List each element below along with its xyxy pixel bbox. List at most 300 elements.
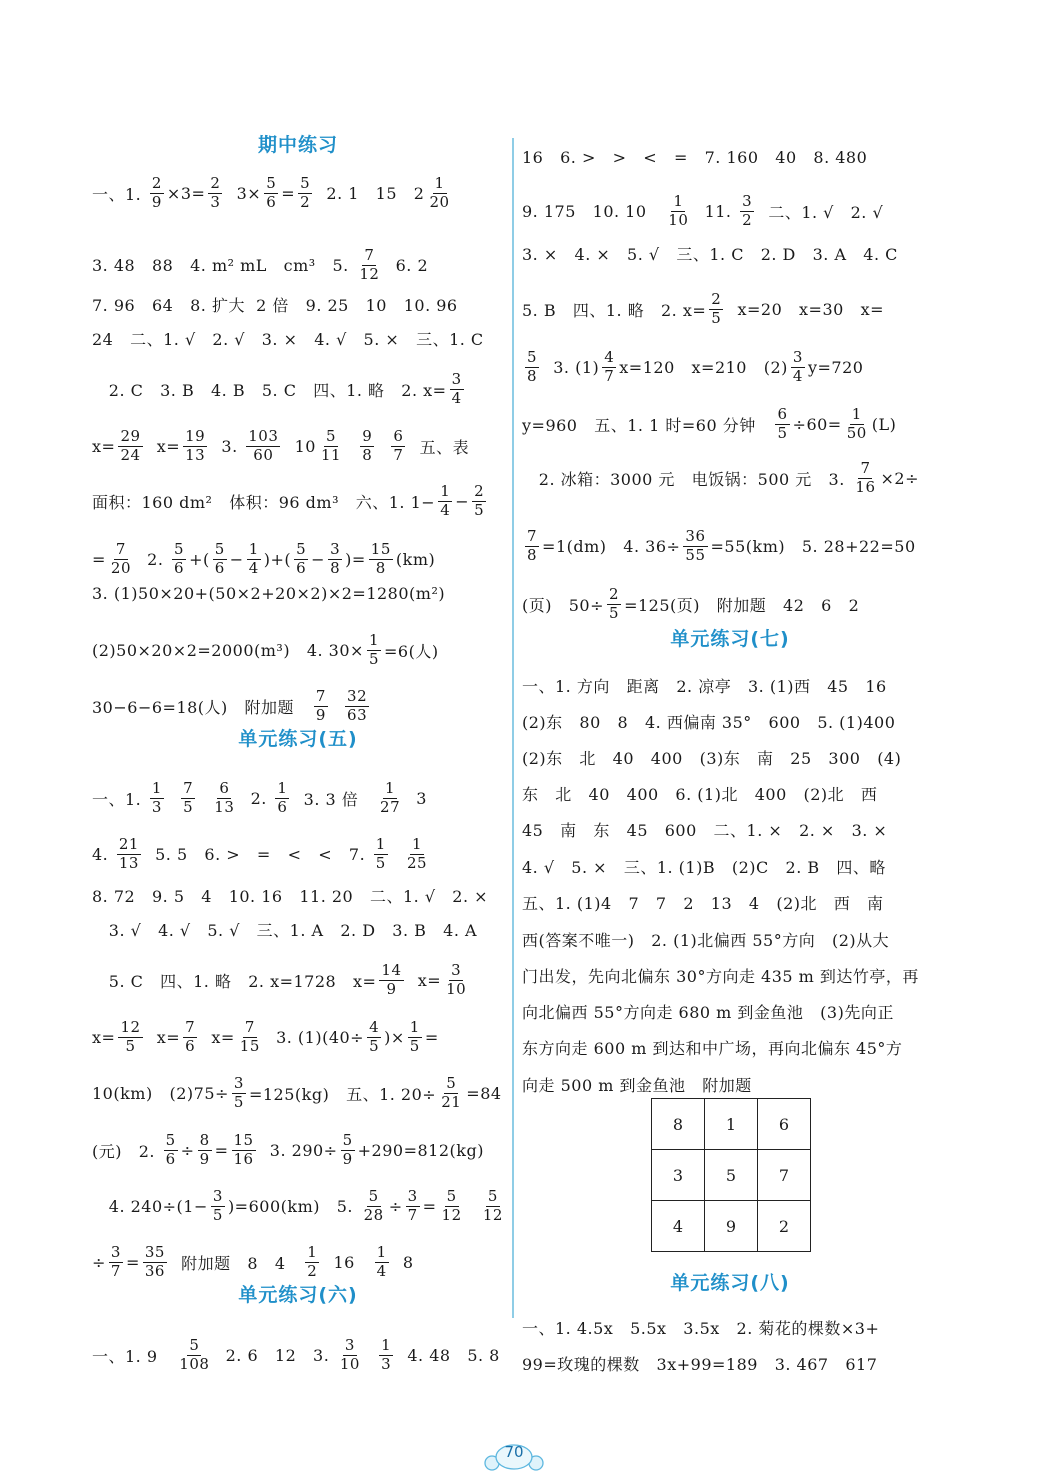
fraction-denominator: 8 bbox=[527, 545, 538, 564]
fraction-denominator: 2 bbox=[742, 210, 753, 229]
fraction-numerator: 5 bbox=[189, 1336, 200, 1354]
text-segment: 西(答案不唯一) 2. (1)北偏西 55°方向 (2)从大 bbox=[522, 931, 890, 950]
text-segment: 30−6−6=18(人) 附加题 bbox=[92, 697, 311, 717]
text-segment: 3. (1)(40÷ bbox=[264, 1027, 365, 1047]
magic-square-table bbox=[651, 1098, 811, 1252]
text-segment: (2)东 北 40 400 (3)东 南 25 300 (4) bbox=[522, 749, 902, 768]
text-segment: 3. 48 88 4. m² mL cm³ 5. bbox=[92, 255, 355, 275]
fraction-denominator: 12 bbox=[482, 1205, 503, 1224]
fraction-numerator: 6 bbox=[393, 427, 404, 445]
fraction-denominator: 60 bbox=[253, 445, 274, 464]
fraction bbox=[666, 194, 690, 229]
fraction bbox=[341, 1133, 355, 1168]
magic-square-cell: 3 bbox=[652, 1150, 705, 1201]
answer-line bbox=[522, 350, 938, 385]
text-segment: 3. bbox=[210, 436, 244, 456]
fraction-numerator: 15 bbox=[233, 1131, 254, 1149]
answer-line bbox=[522, 855, 938, 878]
fraction-denominator: 10 bbox=[339, 1354, 360, 1373]
fraction-numerator: 1 bbox=[385, 779, 396, 797]
fraction bbox=[791, 350, 805, 385]
fraction-numerator: 1 bbox=[673, 192, 684, 210]
text-segment: )=600(km) 5. bbox=[227, 1196, 359, 1216]
answer-line bbox=[92, 884, 504, 907]
text-segment: 3. (1) bbox=[542, 357, 600, 377]
fraction bbox=[109, 542, 133, 577]
fraction-denominator: 6 bbox=[214, 558, 225, 577]
text-segment: − bbox=[311, 549, 326, 569]
fraction-denominator: 5 bbox=[777, 423, 788, 442]
fraction-numerator: 5 bbox=[527, 348, 538, 366]
text-segment: (2)东 80 8 4. 西偏南 35° 600 5. (1)400 bbox=[522, 713, 896, 732]
fraction bbox=[845, 407, 869, 442]
answer-line bbox=[522, 891, 938, 914]
text-segment: 5. C 四、1. 略 2. x=1728 x= bbox=[92, 971, 377, 991]
fraction-denominator: 4 bbox=[451, 388, 462, 407]
fraction-numerator: 2 bbox=[711, 290, 722, 308]
fraction-numerator: 19 bbox=[185, 427, 206, 445]
text-segment bbox=[377, 437, 388, 456]
fraction-numerator: 5 bbox=[368, 1187, 379, 1205]
text-segment: 2. bbox=[136, 549, 170, 569]
answer-line bbox=[522, 928, 938, 951]
fraction-denominator: 16 bbox=[855, 477, 876, 496]
fraction-numerator: 9 bbox=[362, 427, 373, 445]
fraction-denominator: 15 bbox=[239, 1036, 260, 1055]
fraction-numerator: 5 bbox=[300, 174, 311, 192]
fraction bbox=[709, 292, 723, 327]
fraction bbox=[150, 176, 164, 211]
fraction-denominator: 3 bbox=[151, 797, 162, 816]
text-segment: 16 bbox=[322, 1252, 372, 1272]
fraction-denominator: 12 bbox=[359, 264, 380, 283]
magic-square-cell: 1 bbox=[705, 1099, 758, 1150]
answer-line bbox=[92, 633, 504, 668]
fraction bbox=[775, 407, 789, 442]
fraction-numerator: 1 bbox=[307, 1243, 318, 1261]
table-row bbox=[652, 1150, 811, 1201]
text-segment: 2. bbox=[239, 788, 273, 808]
answer-line bbox=[92, 918, 504, 941]
text-segment: 一、1. bbox=[92, 789, 147, 809]
text-segment: 一、1. 9 bbox=[92, 1346, 175, 1366]
fraction bbox=[211, 1189, 225, 1224]
answer-line bbox=[92, 584, 504, 603]
fraction-denominator: 4 bbox=[792, 366, 803, 385]
answer-line bbox=[92, 176, 504, 211]
text-segment: 4. 48 5. 8 bbox=[396, 1345, 500, 1365]
fraction bbox=[375, 1245, 389, 1280]
fraction bbox=[683, 529, 707, 564]
text-segment bbox=[346, 437, 357, 456]
fraction-numerator: 2 bbox=[151, 174, 162, 192]
text-segment: x=120 x=210 (2) bbox=[619, 357, 788, 377]
fraction-denominator: 10 bbox=[668, 210, 689, 229]
fraction-numerator: 1 bbox=[277, 779, 288, 797]
fraction bbox=[298, 176, 312, 211]
fraction bbox=[481, 1189, 505, 1224]
text-segment: 面积：160 dm² 体积：96 dm³ 六、1. 1− bbox=[92, 492, 436, 512]
fraction-numerator: 29 bbox=[120, 427, 141, 445]
fraction-numerator: 7 bbox=[115, 540, 126, 558]
answer-line bbox=[522, 1316, 938, 1339]
section-heading: 单元练习(七) bbox=[670, 628, 790, 650]
fraction bbox=[264, 176, 278, 211]
fraction-numerator: 4 bbox=[369, 1018, 380, 1036]
text-segment: 5. 5 6. > = < < 7. bbox=[143, 844, 371, 864]
text-segment bbox=[167, 789, 178, 808]
fraction bbox=[853, 461, 877, 496]
answer-line bbox=[92, 1133, 504, 1168]
fraction-denominator: 20 bbox=[110, 558, 131, 577]
fraction bbox=[172, 542, 186, 577]
fraction bbox=[525, 350, 539, 385]
answer-line bbox=[522, 964, 938, 987]
fraction bbox=[181, 781, 195, 816]
fraction-numerator: 7 bbox=[315, 687, 326, 705]
fraction bbox=[444, 963, 468, 998]
text-segment: x=20 x=30 x= bbox=[726, 299, 885, 319]
fraction-denominator: 7 bbox=[604, 366, 615, 385]
fraction-numerator: 2 bbox=[474, 482, 485, 500]
fraction bbox=[438, 484, 452, 519]
answer-line bbox=[92, 1189, 504, 1224]
text-segment: 2. C 3. B 4. B 5. C 四、1. 略 2. x= bbox=[92, 380, 447, 400]
text-segment: 8. 72 9. 5 4 10. 16 11. 20 二、1. √ 2. × bbox=[92, 887, 489, 906]
answer-line bbox=[92, 837, 504, 872]
fraction-numerator: 5 bbox=[446, 1074, 457, 1092]
fraction-denominator: 12 bbox=[441, 1205, 462, 1224]
fraction-denominator: 28 bbox=[363, 1205, 384, 1224]
fraction bbox=[275, 781, 289, 816]
text-segment: 附加题 8 4 bbox=[169, 1253, 303, 1273]
fraction-numerator: 12 bbox=[120, 1018, 141, 1036]
fraction-denominator: 5 bbox=[409, 1036, 420, 1055]
fraction bbox=[362, 1189, 386, 1224]
fraction bbox=[374, 837, 388, 872]
fraction bbox=[246, 429, 280, 464]
magic-square-cell: 7 bbox=[758, 1150, 811, 1201]
answer-line bbox=[92, 1338, 504, 1373]
fraction-denominator: 5 bbox=[233, 1092, 244, 1111]
answer-line bbox=[522, 1036, 938, 1059]
fraction-numerator: 2 bbox=[609, 585, 620, 603]
fraction bbox=[109, 1245, 123, 1280]
text-segment: − bbox=[229, 549, 244, 569]
fraction-denominator: 21 bbox=[441, 1092, 462, 1111]
text-segment bbox=[391, 845, 402, 864]
text-segment: ÷ bbox=[92, 1252, 106, 1272]
text-segment: = bbox=[281, 183, 296, 203]
text-segment: 一、1. bbox=[92, 184, 147, 204]
fraction-denominator: 5 bbox=[368, 649, 379, 668]
fraction bbox=[740, 194, 754, 229]
text-segment bbox=[331, 697, 342, 716]
answer-line bbox=[522, 710, 938, 733]
fraction bbox=[360, 429, 374, 464]
text-segment: 45 南 东 45 600 二、1. × 2. × 3. × bbox=[522, 821, 888, 840]
fraction bbox=[183, 429, 207, 464]
fraction-denominator: 24 bbox=[120, 445, 141, 464]
fraction bbox=[164, 1133, 178, 1168]
text-segment: (km) bbox=[395, 549, 436, 569]
fraction bbox=[117, 837, 141, 872]
fraction bbox=[367, 633, 381, 668]
answer-line bbox=[92, 1076, 504, 1111]
fraction-numerator: 7 bbox=[244, 1018, 255, 1036]
text-segment: x= bbox=[92, 1027, 116, 1047]
answer-line bbox=[92, 429, 504, 464]
fraction-denominator: 8 bbox=[330, 558, 341, 577]
fraction-denominator: 6 bbox=[185, 1036, 196, 1055]
answer-line bbox=[522, 818, 938, 841]
magic-square-cell: 6 bbox=[758, 1099, 811, 1150]
table-row bbox=[652, 1201, 811, 1252]
text-segment: x= bbox=[145, 1027, 181, 1047]
magic-square-cell: 5 bbox=[705, 1150, 758, 1201]
text-segment: 3× bbox=[225, 183, 262, 203]
fraction-numerator: 4 bbox=[604, 348, 615, 366]
fraction-numerator: 14 bbox=[381, 961, 402, 979]
fraction bbox=[406, 1189, 420, 1224]
fraction-numerator: 36 bbox=[685, 527, 706, 545]
text-segment: 2. 6 12 3. bbox=[214, 1345, 335, 1365]
text-segment: 东方向走 600 m 到达和中广场，再向北偏东 45°方 bbox=[522, 1039, 903, 1058]
fraction-denominator: 13 bbox=[214, 797, 235, 816]
fraction-denominator: 5 bbox=[125, 1036, 136, 1055]
text-segment: 10(km) (2)75÷ bbox=[92, 1083, 229, 1103]
fraction-denominator: 5 bbox=[711, 308, 722, 327]
magic-square-cell: 8 bbox=[652, 1099, 705, 1150]
text-segment: ÷ bbox=[180, 1140, 195, 1160]
fraction-numerator: 1 bbox=[381, 1336, 392, 1354]
text-segment bbox=[467, 1197, 478, 1216]
text-segment: )= bbox=[345, 549, 366, 569]
fraction-numerator: 6 bbox=[219, 779, 230, 797]
fraction-numerator: 1 bbox=[440, 482, 451, 500]
fraction bbox=[328, 542, 342, 577]
fraction-denominator: 108 bbox=[179, 1354, 210, 1373]
fraction-denominator: 5 bbox=[369, 1036, 380, 1055]
fraction-numerator: 32 bbox=[347, 687, 368, 705]
fraction bbox=[183, 1020, 197, 1055]
fraction-denominator: 4 bbox=[248, 558, 259, 577]
fraction-numerator: 2 bbox=[210, 174, 221, 192]
fraction-denominator: 9 bbox=[386, 979, 397, 998]
fraction bbox=[379, 1338, 393, 1373]
answer-line bbox=[522, 148, 938, 167]
fraction-numerator: 35 bbox=[144, 1243, 165, 1261]
text-segment: x= bbox=[145, 436, 181, 456]
fraction-denominator: 9 bbox=[315, 705, 326, 724]
text-segment: 一、1. 方向 距离 2. 凉亭 3. (1)西 45 16 bbox=[522, 677, 887, 696]
text-segment: =55(km) 5. 28+22=50 bbox=[710, 536, 916, 556]
text-segment: 3. √ 4. √ 5. √ 三、1. A 2. D 3. B 4. A bbox=[92, 921, 478, 940]
fraction bbox=[367, 1020, 381, 1055]
answer-line bbox=[522, 1000, 938, 1023]
fraction-numerator: 5 bbox=[325, 427, 336, 445]
text-segment: = bbox=[422, 1196, 437, 1216]
fraction bbox=[405, 837, 429, 872]
fraction-numerator: 5 bbox=[174, 540, 185, 558]
fraction bbox=[369, 542, 393, 577]
text-segment: 7. 96 64 8. 扩大 2 倍 9. 25 10 10. 96 bbox=[92, 296, 458, 315]
fraction-denominator: 7 bbox=[407, 1205, 418, 1224]
fraction bbox=[440, 1189, 464, 1224]
fraction-numerator: 7 bbox=[185, 1018, 196, 1036]
fraction-denominator: 5 bbox=[212, 1205, 223, 1224]
fraction-numerator: 3 bbox=[233, 1074, 244, 1092]
fraction-denominator: 6 bbox=[174, 558, 185, 577]
answer-line bbox=[92, 484, 504, 519]
text-segment: = bbox=[424, 1027, 439, 1047]
text-segment: =125(页) 附加题 42 6 2 bbox=[624, 595, 860, 615]
text-segment: 24 二、1. √ 2. √ 3. × 4. √ 5. × 三、1. C bbox=[92, 330, 484, 349]
text-segment: x= bbox=[200, 1027, 235, 1047]
text-segment: =1(dm) 4. 36÷ bbox=[542, 536, 681, 556]
fraction-denominator: 3 bbox=[381, 1354, 392, 1373]
text-segment: ×2÷ bbox=[880, 468, 920, 488]
magic-square-cell: 2 bbox=[758, 1201, 811, 1252]
text-segment: =84 bbox=[466, 1083, 502, 1103]
answer-line bbox=[92, 1020, 504, 1055]
fraction-denominator: 5 bbox=[183, 797, 194, 816]
fraction-denominator: 9 bbox=[199, 1149, 210, 1168]
fraction bbox=[118, 429, 142, 464]
text-segment: y=960 五、1. 1 时=60 分钟 bbox=[522, 415, 773, 435]
fraction-denominator: 63 bbox=[347, 705, 368, 724]
magic-square-cell: 4 bbox=[652, 1201, 705, 1252]
answer-line bbox=[522, 461, 938, 496]
answer-line bbox=[522, 782, 938, 805]
fraction-denominator: 8 bbox=[375, 558, 386, 577]
fraction bbox=[232, 1076, 246, 1111]
fraction bbox=[427, 176, 451, 211]
text-segment: 3. 290÷ bbox=[258, 1140, 338, 1160]
fraction-denominator: 25 bbox=[407, 853, 428, 872]
fraction-numerator: 3 bbox=[212, 1187, 223, 1205]
text-segment: 10 bbox=[283, 436, 316, 456]
fraction-numerator: 3 bbox=[110, 1243, 121, 1261]
text-segment: ÷60= bbox=[792, 414, 842, 434]
text-segment: 五、1. (1)4 7 7 2 13 4 (2)北 西 南 bbox=[522, 894, 884, 913]
text-segment: = bbox=[92, 549, 106, 569]
fraction-denominator: 4 bbox=[440, 500, 451, 519]
answer-line bbox=[92, 963, 504, 998]
fraction-denominator: 27 bbox=[380, 797, 401, 816]
fraction-denominator: 13 bbox=[118, 853, 139, 872]
text-segment: ÷ bbox=[388, 1196, 403, 1216]
text-segment: 一、1. 4.5x 5.5x 3.5x 2. 菊花的棵数×3+ bbox=[522, 1319, 880, 1338]
text-segment: +( bbox=[189, 549, 210, 569]
fraction-numerator: 1 bbox=[851, 405, 862, 423]
text-segment: (2)50×20×2=2000(m³) 4. 30× bbox=[92, 640, 364, 660]
fraction-numerator: 7 bbox=[527, 527, 538, 545]
answer-line bbox=[522, 1073, 938, 1096]
text-segment: 3. (1)50×20+(50×2+20×2)×2=1280(m²) bbox=[92, 584, 446, 603]
fraction-numerator: 6 bbox=[777, 405, 788, 423]
fraction-denominator: 2 bbox=[307, 1261, 318, 1280]
fraction-denominator: 7 bbox=[110, 1261, 121, 1280]
fraction-numerator: 1 bbox=[248, 540, 259, 558]
fraction bbox=[319, 429, 343, 464]
section-heading: 单元练习(八) bbox=[670, 1272, 790, 1294]
fraction-denominator: 5 bbox=[474, 500, 485, 519]
fraction bbox=[143, 1245, 167, 1280]
fraction bbox=[607, 587, 621, 622]
fraction-numerator: 1 bbox=[151, 779, 162, 797]
text-segment: 9. 175 10. 10 bbox=[522, 201, 664, 221]
answer-line bbox=[522, 242, 938, 265]
text-segment: 2. 冰箱：3000 元 电饭锅：500 元 3. bbox=[522, 469, 851, 489]
fraction-denominator: 36 bbox=[144, 1261, 165, 1280]
table-row bbox=[652, 1099, 811, 1150]
text-segment: )+( bbox=[263, 549, 292, 569]
text-segment: = bbox=[214, 1140, 229, 1160]
text-segment: (L) bbox=[871, 414, 897, 434]
fraction-denominator: 6 bbox=[296, 558, 307, 577]
fraction bbox=[338, 1338, 362, 1373]
fraction bbox=[525, 529, 539, 564]
fraction bbox=[391, 429, 405, 464]
text-segment: 3 bbox=[405, 788, 427, 808]
fraction bbox=[177, 1338, 211, 1373]
text-segment: 东 北 40 400 6. (1)北 400 (2)北 西 bbox=[522, 785, 878, 804]
fraction bbox=[150, 781, 164, 816]
fraction-denominator: 5 bbox=[609, 603, 620, 622]
fraction-denominator: 5 bbox=[375, 853, 386, 872]
page-number-badge bbox=[484, 1444, 544, 1474]
text-segment: +290=812(kg) bbox=[357, 1140, 484, 1160]
text-segment: 4. 240÷(1− bbox=[92, 1196, 208, 1216]
fraction bbox=[472, 484, 486, 519]
fraction-numerator: 1 bbox=[409, 1018, 420, 1036]
answer-line bbox=[92, 542, 504, 577]
text-segment: 4. bbox=[92, 844, 114, 864]
fraction-denominator: 6 bbox=[165, 1149, 176, 1168]
fraction-numerator: 5 bbox=[165, 1131, 176, 1149]
text-segment: 5. B 四、1. 略 2. x= bbox=[522, 300, 707, 320]
fraction-numerator: 21 bbox=[118, 835, 139, 853]
answer-line bbox=[92, 293, 504, 316]
fraction-numerator: 5 bbox=[342, 1131, 353, 1149]
text-segment: =6(人) bbox=[384, 641, 439, 661]
fraction-numerator: 3 bbox=[330, 540, 341, 558]
text-segment: 向北偏西 55°方向走 680 m 到金鱼池 (3)先向正 bbox=[522, 1003, 894, 1022]
fraction-numerator: 3 bbox=[742, 192, 753, 210]
fraction-denominator: 3 bbox=[210, 192, 221, 211]
fraction-numerator: 1 bbox=[376, 1243, 387, 1261]
text-segment: 向走 500 m 到金鱼池 附加题 bbox=[522, 1076, 752, 1095]
text-segment: 99=玫瑰的棵数 3x+99=189 3. 467 617 bbox=[522, 1355, 878, 1374]
answer-line bbox=[522, 746, 938, 769]
fraction bbox=[450, 372, 464, 407]
fraction bbox=[118, 1020, 142, 1055]
text-segment: y=720 bbox=[807, 357, 864, 377]
fraction-denominator: 8 bbox=[362, 445, 373, 464]
fraction-numerator: 8 bbox=[199, 1131, 210, 1149]
fraction-denominator: 8 bbox=[527, 366, 538, 385]
fraction-numerator: 3 bbox=[344, 1336, 355, 1354]
fraction-numerator: 3 bbox=[792, 348, 803, 366]
section-heading: 单元练习(六) bbox=[238, 1284, 358, 1306]
fraction-numerator: 3 bbox=[451, 961, 462, 979]
fraction bbox=[357, 248, 381, 283]
fraction bbox=[314, 689, 328, 724]
text-segment: 16 6. > > < = 7. 160 40 8. 480 bbox=[522, 148, 868, 167]
fraction bbox=[439, 1076, 463, 1111]
answer-line bbox=[92, 781, 504, 816]
